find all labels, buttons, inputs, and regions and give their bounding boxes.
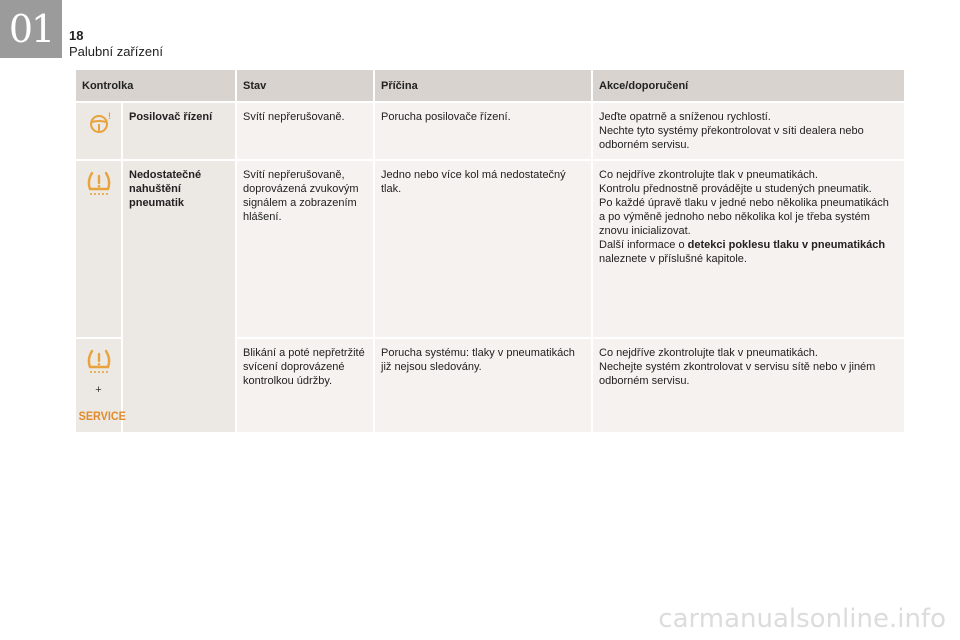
plus-sign: + — [95, 384, 102, 396]
icon-cell — [76, 160, 122, 338]
column-header-stav: Stav — [236, 70, 374, 102]
cause-cell: Jedno nebo více kol má nedostatečný tlak. — [374, 160, 592, 338]
steering-wheel-warning-icon — [84, 111, 114, 142]
table-row — [76, 160, 904, 338]
service-indicator: SERVICE — [78, 409, 126, 423]
action-cell — [592, 338, 904, 432]
column-header-akce: Akce/doporučení — [592, 70, 904, 102]
warning-lights-table — [76, 70, 904, 432]
cause-cell: Porucha posilovače řízení. — [374, 102, 592, 160]
warning-name: Posilovač řízení — [122, 102, 236, 160]
svg-text:!: ! — [107, 111, 111, 121]
action-line: Nechte tyto systémy překontrolovat v síti dealera nebo odborném servisu. — [599, 125, 864, 151]
chapter-number: 01 — [8, 7, 54, 51]
action-line: Co nejdříve zkontrolujte tlak v pneumatikách. — [599, 169, 818, 181]
section-title: Palubní zařízení — [69, 44, 163, 59]
tire-pressure-warning-icon — [84, 190, 114, 202]
column-header-kontrolka: Kontrolka — [76, 70, 236, 102]
action-cell — [592, 160, 904, 338]
action-line: Po každé úpravě tlaku v jedné nebo několika pneumatikách a po výměně jednoho nebo několika kol je třeba systém znovu inicializovat. — [599, 197, 889, 237]
icon-cell — [76, 102, 122, 160]
table-row — [76, 102, 904, 160]
chapter-tab — [0, 0, 62, 58]
action-line: Co nejdříve zkontrolujte tlak v pneumatikách. — [599, 347, 818, 359]
page-number: 18 — [69, 28, 84, 43]
state-cell: Svítí nepřerušovaně, doprovázená zvukovým signálem a zobrazením hlášení. — [236, 160, 374, 338]
tire-pressure-warning-icon — [84, 368, 114, 380]
cause-cell: Porucha systému: tlaky v pneumatikách již nejsou sledovány. — [374, 338, 592, 432]
action-more-link-text: detekci poklesu tlaku v pneumatikách — [687, 239, 886, 251]
action-cell — [592, 102, 904, 160]
column-header-pricina: Příčina — [374, 70, 592, 102]
watermark: carmanualsonline.info — [658, 604, 946, 634]
state-cell: Blikání a poté nepřetržité svícení doprovázené kontrolkou údržby. — [236, 338, 374, 432]
warning-name: Nedostatečné nahuštění pneumatik — [122, 160, 236, 432]
icon-cell — [76, 338, 126, 432]
action-line — [599, 238, 898, 252]
action-more-prefix: Další informace o — [599, 239, 688, 251]
table-header-row — [76, 70, 904, 102]
state-cell: Svítí nepřerušovaně. — [236, 102, 374, 160]
action-line: Nechejte systém zkontrolovat v servisu sítě nebo v jiném odborném servisu. — [599, 361, 876, 387]
action-line: naleznete v příslušné kapitole. — [599, 253, 747, 265]
action-line: Jeďte opatrně a sníženou rychlostí. — [599, 111, 771, 123]
action-line: Kontrolu přednostně provádějte u studených pneumatik. — [599, 183, 872, 195]
